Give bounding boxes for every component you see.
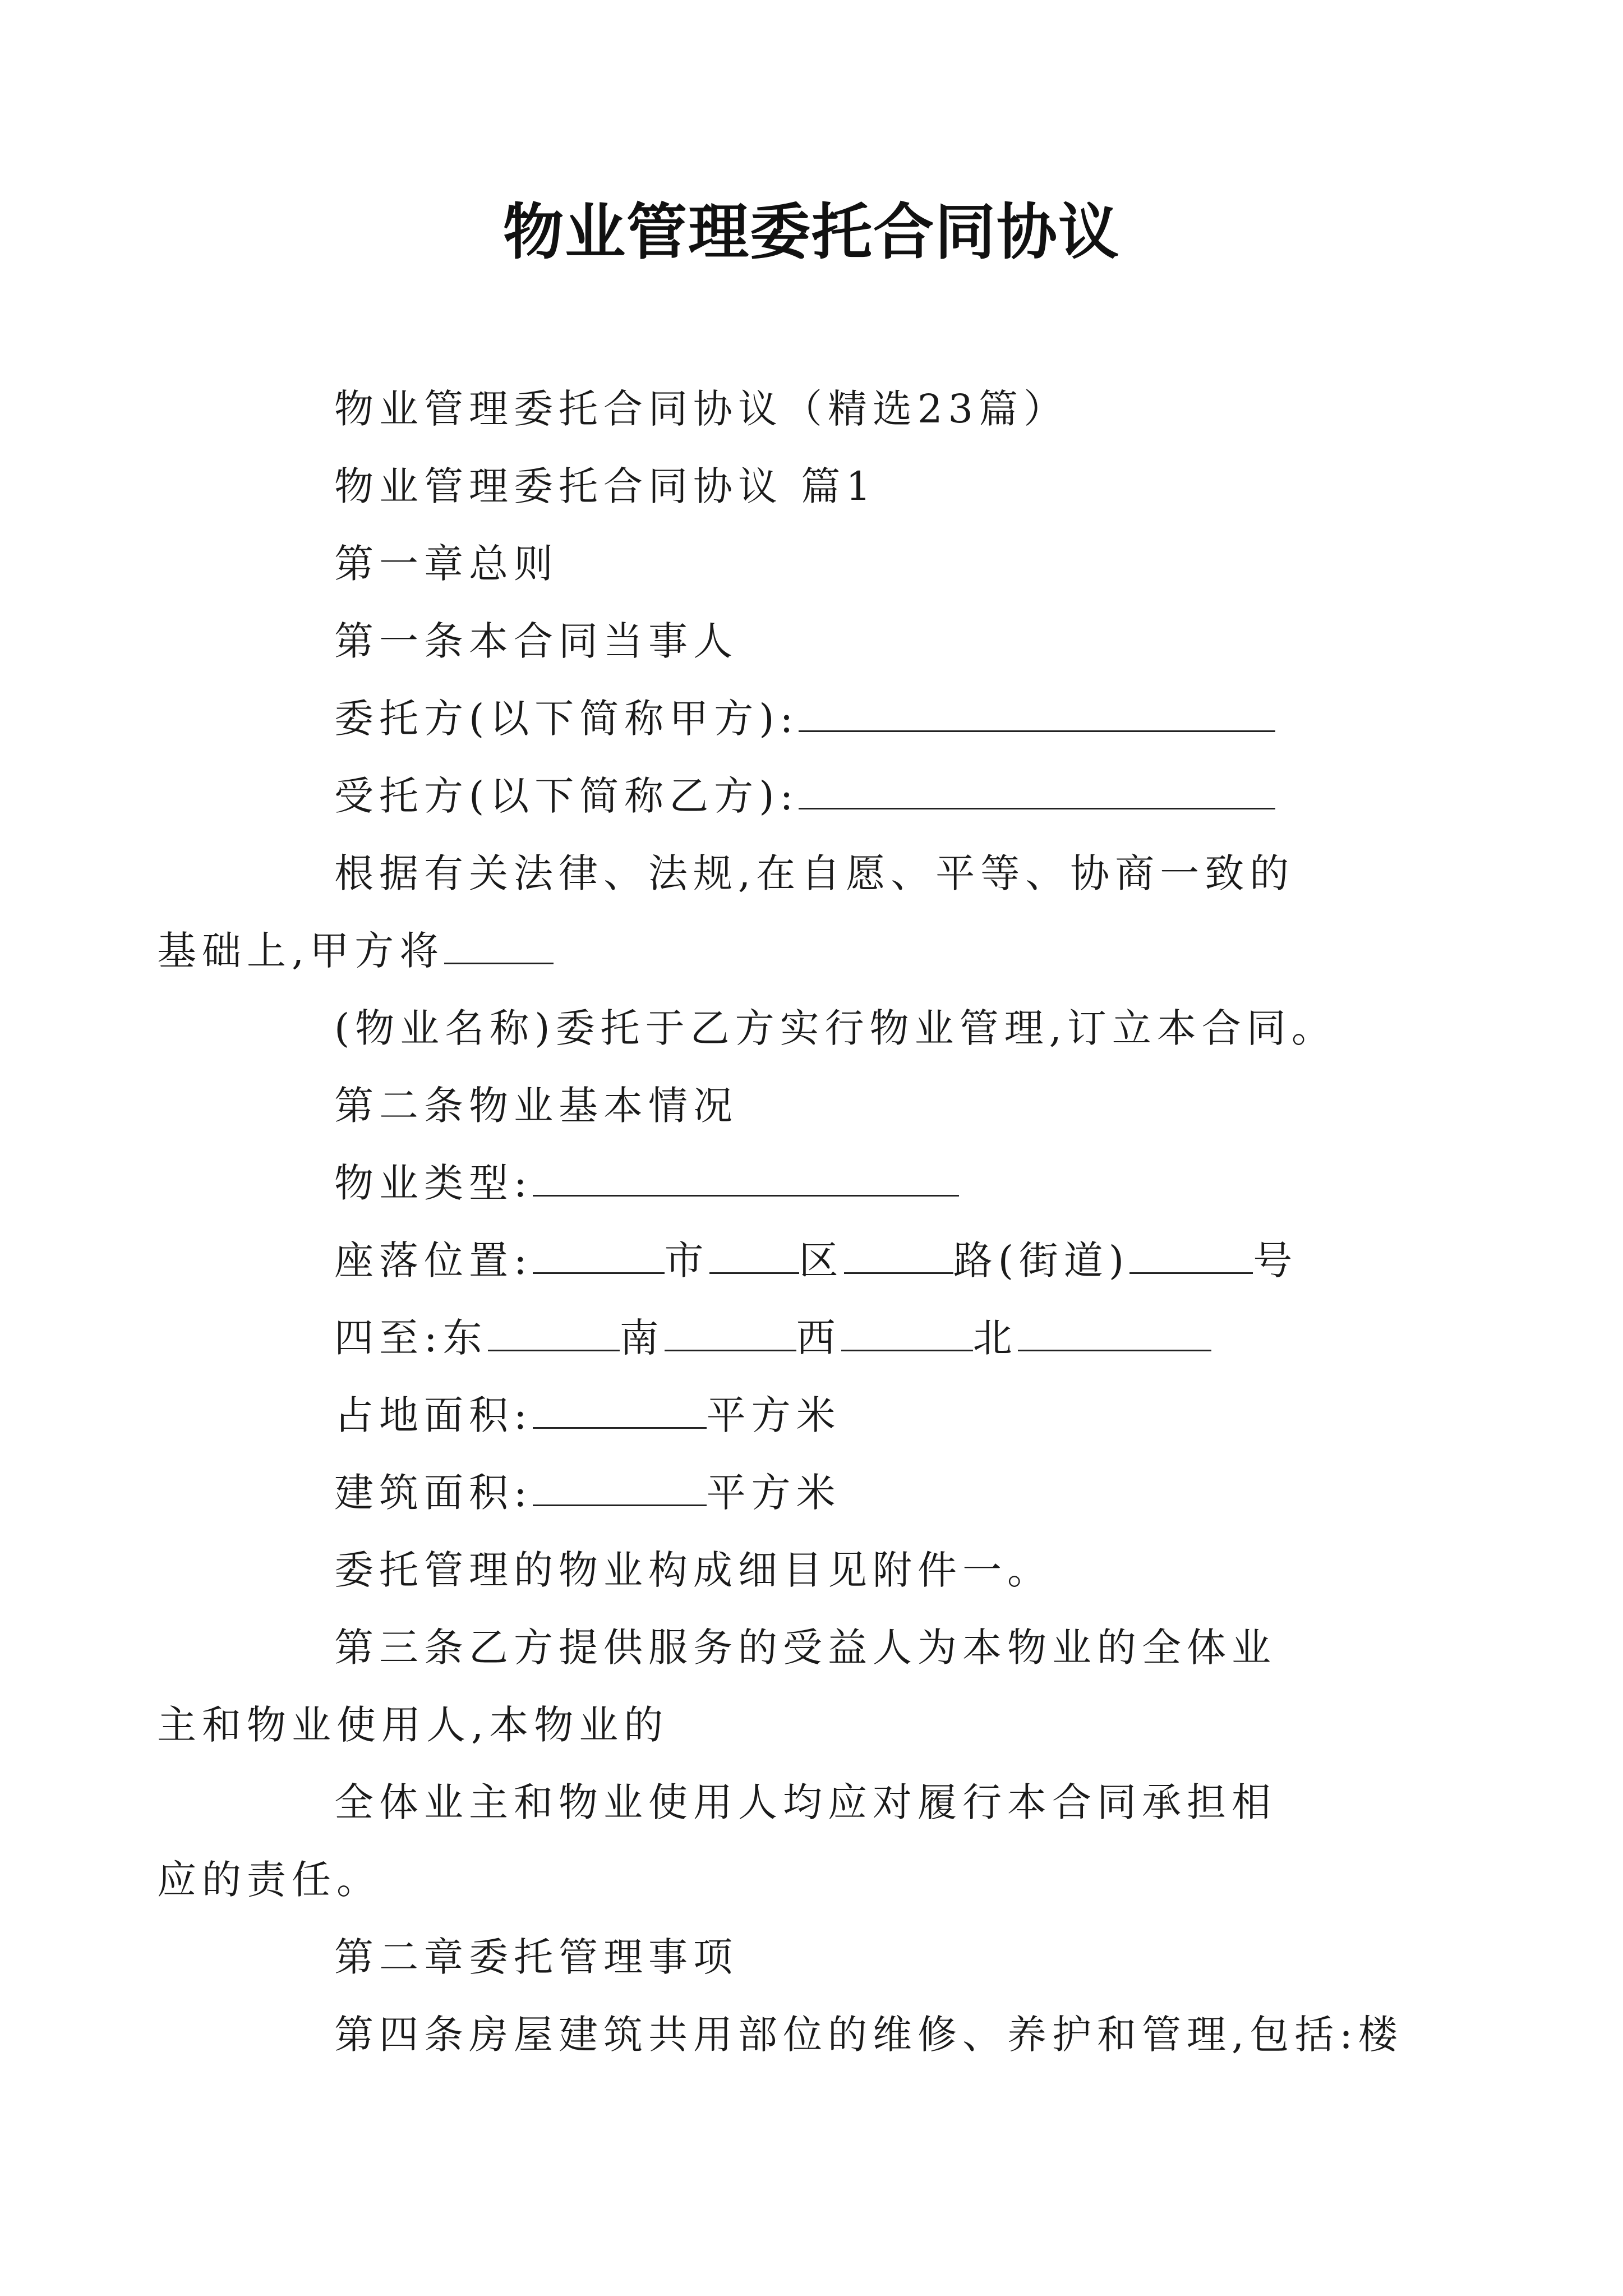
city-blank <box>533 1237 665 1274</box>
article-heading: 第二条物业基本情况 <box>334 1083 738 1129</box>
location-label: 座落位置: <box>334 1237 533 1283</box>
article-heading: 第一条本合同当事人 <box>334 618 738 664</box>
party-b-blank <box>799 773 1275 809</box>
land-area-line <box>246 1377 1384 1454</box>
document-body <box>157 370 1403 2073</box>
road-blank <box>844 1237 953 1274</box>
north-label: 北 <box>972 1315 1018 1361</box>
building-area-unit: 平方米 <box>706 1470 841 1516</box>
paragraph-basis-text: 根据有关法律、法规,在自愿、平等、协商一致的基础上,甲方将 <box>157 850 1295 974</box>
land-area-unit: 平方米 <box>706 1392 841 1438</box>
north-blank <box>1018 1315 1211 1351</box>
party-b-line <box>246 757 1384 835</box>
chapter-heading: 第二章委托管理事项 <box>334 1934 738 1980</box>
section-heading: 物业管理委托合同协议 篇1 <box>334 463 877 509</box>
south-label: 南 <box>619 1315 665 1361</box>
boundaries-line <box>246 1299 1384 1377</box>
party-a-line <box>246 680 1384 757</box>
south-blank <box>665 1315 796 1351</box>
district-label: 区 <box>799 1237 844 1283</box>
property-type-blank <box>533 1160 959 1197</box>
number-blank <box>1129 1237 1253 1274</box>
district-blank <box>709 1237 799 1274</box>
property-type-line <box>246 1144 1384 1222</box>
land-area-blank <box>533 1392 707 1429</box>
number-label: 号 <box>1253 1237 1298 1283</box>
west-blank <box>841 1315 973 1351</box>
paragraph-appendix: 委托管理的物业构成细目见附件一。 <box>334 1547 1052 1593</box>
building-area-blank <box>533 1470 707 1506</box>
city-label: 市 <box>664 1237 709 1283</box>
building-area-label: 建筑面积: <box>334 1470 533 1516</box>
party-a-blank <box>799 696 1275 732</box>
paragraph-responsibility: 全体业主和物业使用人均应对履行本合同承担相应的责任。 <box>157 1779 1276 1903</box>
paragraph-entrust: (物业名称)委托于乙方实行物业管理,订立本合同。 <box>334 1005 1336 1051</box>
paragraph-article-4: 第四条房屋建筑共用部位的维修、养护和管理,包括:楼 <box>334 2012 1403 2058</box>
property-name-blank <box>444 928 554 964</box>
subtitle-line: 物业管理委托合同协议（精选23篇） <box>334 386 1069 432</box>
road-label: 路(街道) <box>953 1237 1130 1283</box>
location-line <box>246 1222 1384 1299</box>
east-label: 四至:东 <box>334 1315 488 1361</box>
west-label: 西 <box>796 1315 841 1361</box>
chapter-heading: 第一章总则 <box>334 541 559 587</box>
property-type-label: 物业类型: <box>334 1160 533 1206</box>
document-title: 物业管理委托合同协议 <box>502 197 1120 268</box>
building-area-line <box>246 1454 1384 1531</box>
party-b-label: 受托方(以下简称乙方): <box>334 773 799 819</box>
paragraph-beneficiary: 第三条乙方提供服务的受益人为本物业的全体业主和物业使用人,本物业的 <box>157 1625 1276 1748</box>
land-area-label: 占地面积: <box>334 1392 533 1438</box>
east-blank <box>488 1315 620 1351</box>
paragraph-basis <box>157 835 1307 990</box>
party-a-label: 委托方(以下简称甲方): <box>334 696 799 742</box>
